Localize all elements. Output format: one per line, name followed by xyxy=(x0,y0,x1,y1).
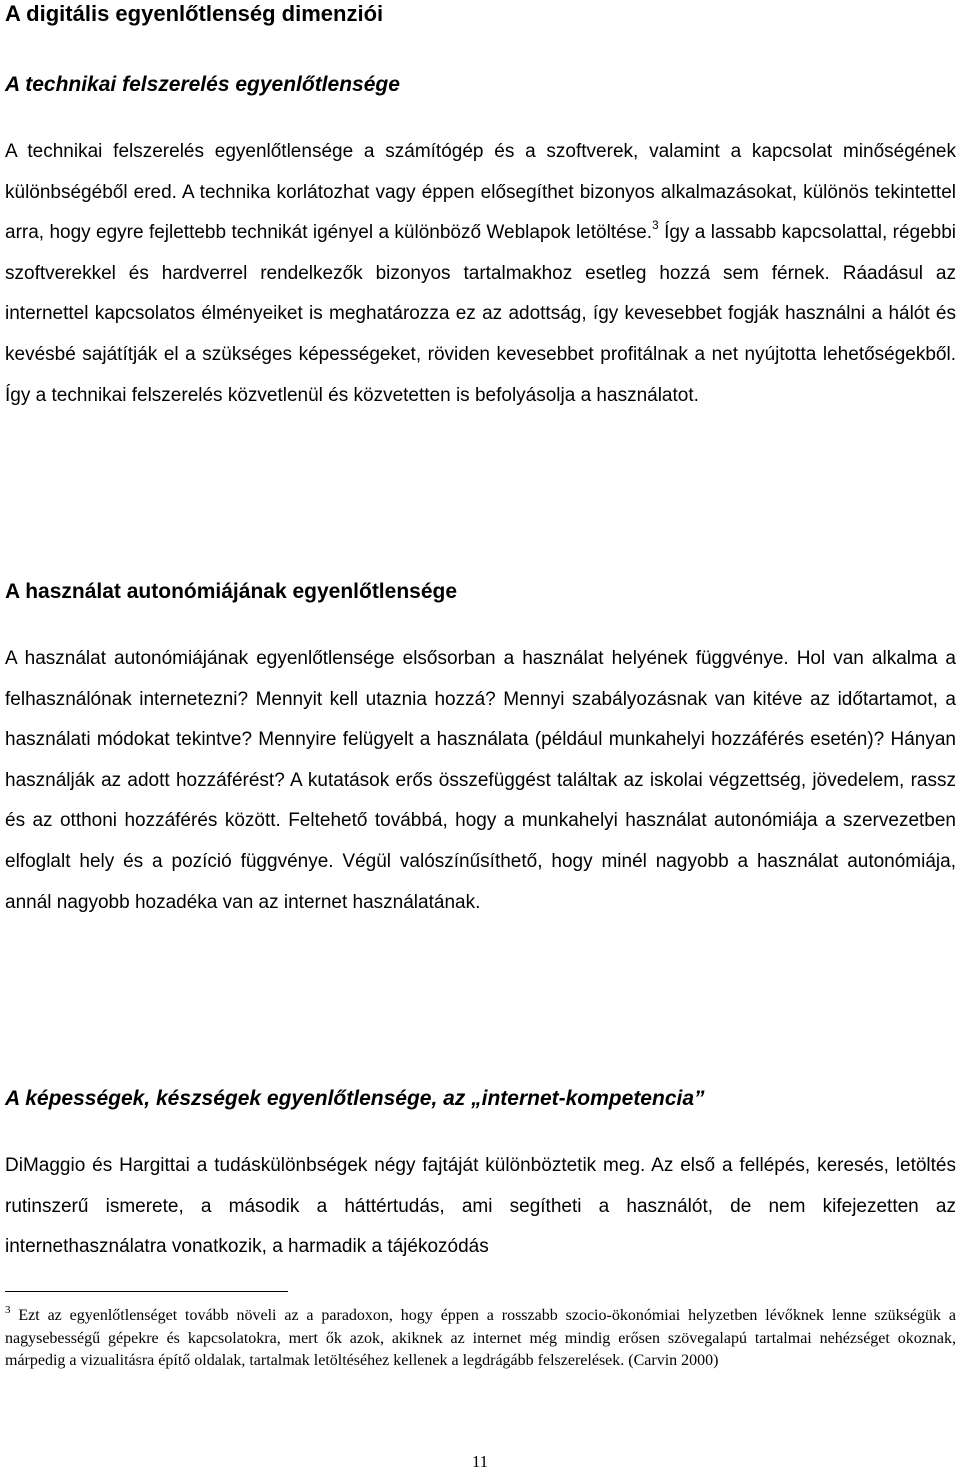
footnote-reference[interactable]: 3 xyxy=(652,218,659,233)
section-heading-technical: A technikai felszerelés egyenlőtlensége xyxy=(5,73,400,96)
footnote-separator xyxy=(5,1291,288,1292)
section-heading-skills: A képességek, készségek egyenlőtlensége, az „internet-kompetencia” xyxy=(5,1087,705,1110)
paragraph-skills: DiMaggio és Hargittai a tudáskülönbségek négy fajtáját különböztetik meg. Az első a fellépés, keresés, letöltés rutinszerű ismerete, a második a háttértudás, ami segítheti a használót, de nem kifejezetten az internethasználatra vonatkozik, a harmadik a tájékozódás xyxy=(5,1155,956,1258)
paragraph-autonomy: A használat autonómiájának egyenlőtlensége elsősorban a használat helyének függvénye. Hol van alkalma a felhasználónak internetezni? Mennyit kell utaznia hozzá? Mennyi szabályozásnak van kitéve az időtartamot, a használati módokat tekintve? Mennyire felügyelt a használata (például munkahelyi hozzáférés esetén)? Hányan használják az adott hozzáférést? A kutatások erős összefüggést találtak az iskolai végzettség, jövedelem, rassz és az otthoni hozzáférés között. Feltehető továbbá, hogy a munkahelyi használat autonómiája a szervezetben elfoglalt hely és a pozíció függvénye. Végül valószínűsíthető, hogy minél nagyobb a használat autonómiája, annál nagyobb hozadéka van az internet használatának. xyxy=(5,648,956,913)
footnote-number: 3 xyxy=(5,1304,11,1316)
paragraph-technical-part2: Így a lassabb kapcsolattal, régebbi szoftverekkel és hardverrel rendelkezők bizonyos tartalmakhoz esetleg hozzá sem férnek. Ráadásul az internettel kapcsolatos élményeiket is meghatározza ez az adottság, így kevesebbet fogják használni a hálót és kevésbé sajátítják el a szükséges képességeket, röviden kevesebbet profitálnak a net nyújtotta lehetőségekből. Így a technikai felszerelés közvetlenül és közvetetten is befolyásolja a használatot. xyxy=(5,222,956,406)
paragraph-technical xyxy=(5,132,956,416)
footnote xyxy=(5,1305,956,1373)
footnote-text: Ezt az egyenlőtlenséget tovább növeli az a paradoxon, hogy éppen a rosszabb szocio-ökonómiai helyzetben lévőknek lenne szükségük a nagysebességű gépekre és kapcsolatokra, mert ők azok, akiknek az internet még mindig erősen szövegalapú tartalmai nehézséget okoznak, márpedig a vizualitásra építő oldalak, tartalmak letöltéséhez kellenek a legdrágább felszerelések. (Carvin 2000) xyxy=(5,1307,956,1370)
document-title: A digitális egyenlőtlenség dimenziói xyxy=(5,1,384,26)
page-number: 11 xyxy=(471,1452,489,1471)
paragraph-technical-part1: A technikai felszerelés egyenlőtlensége a számítógép és a szoftverek, valamint a kapcsolat minőségének különbségéből ered. A technika korlátozhat vagy éppen elősegíthet bizonyos alkalmazásokat, különös tekintettel arra, hogy egyre fejlettebb technikát igényel a különböző Weblapok letöltése. xyxy=(5,141,956,244)
section-heading-autonomy: A használat autonómiájának egyenlőtlensége xyxy=(5,580,458,603)
